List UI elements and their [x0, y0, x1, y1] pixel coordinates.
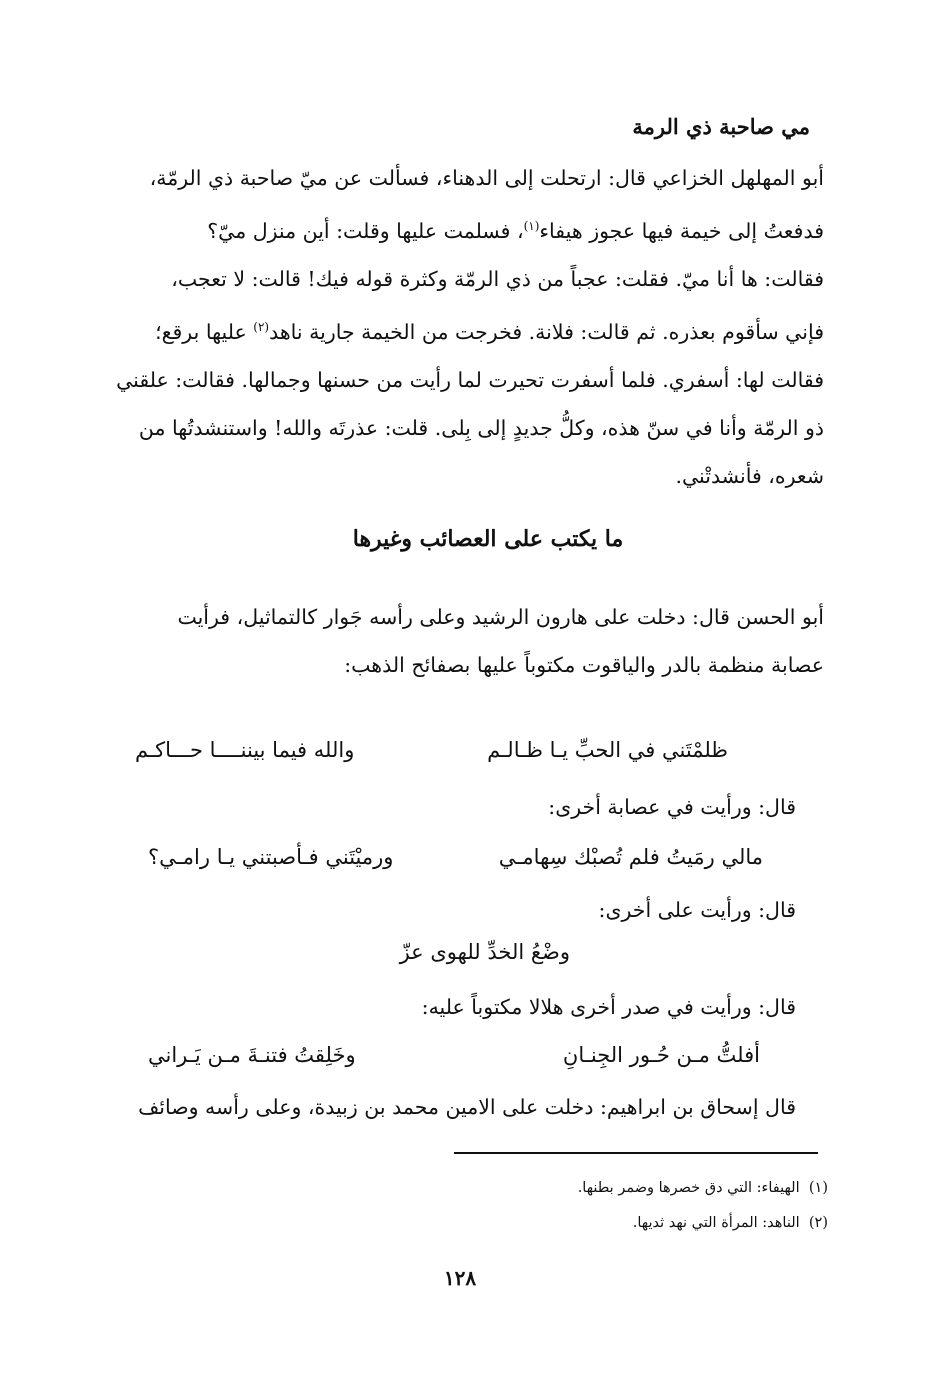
text-line: ذو الرمّة وأنا في سنّ هذه، وكلُّ جديدٍ إلى بِلى. قلت: عذرتَه والله! واستنشدتُها من — [138, 415, 824, 440]
verse-1-first-hemistich: ظلمْتَني في الحبِّ يـا ظـالـم — [487, 738, 728, 762]
section-title: ما يكتب على العصائب وغيرها — [352, 526, 624, 552]
text-line: عصابة منظمة بالدر والياقوت مكتوباً عليها بصفائح الذهب: — [344, 653, 824, 677]
footnote — [578, 1180, 828, 1196]
verse-2-first-hemistich: مالي رمَيتُ فلم تُصبْك سِهامـي — [498, 845, 763, 869]
text-line: فقالت لها: أسفري. فلما أسفرت تحيرت لما رأيت من حسنها وجمالها. فقالت: علقني — [116, 367, 824, 392]
verse-1-second-hemistich: والله فيما بيننــــا حـــاكـم — [135, 738, 355, 762]
verse-3: وضْعُ الخدِّ للهوى عزّ — [399, 940, 570, 964]
verse-2-second-hemistich: ورميْتَني فـأصبتني يـا رامـي؟ — [148, 845, 394, 869]
verse-4-first-hemistich: أفلتُّ مـن حُـور الجِنـانِ — [562, 1043, 760, 1067]
running-head: مي صاحبة ذي الرمة — [632, 114, 810, 139]
footnote-number: (١) — [808, 1180, 828, 1196]
footnote-divider — [454, 1152, 818, 1154]
footnote-number: (٢) — [808, 1215, 828, 1231]
text-line: فقالت: ها أنا ميّ. فقلت: عجباً من ذي الرمّة وكثرة قوله فيك! قالت: لا تعجب، — [171, 266, 824, 291]
narration-label: قال: ورأيت على أخرى: — [598, 898, 796, 922]
footnote-marker: (١) — [523, 219, 540, 233]
footnote-text: الناهد: المرأة التي نهد ثديها. — [632, 1215, 800, 1231]
narration-label: قال: ورأيت في صدر أخرى هلالا مكتوباً عليه: — [421, 995, 796, 1019]
text-line: فإني سأقوم بعذره. ثم قالت: فلانة. فخرجت من الخيمة جارية ناهد$^{(٢)}$ عليها برقع؛ — [155, 319, 824, 344]
text-line: فدفعتُ إلى خيمة فيها عجوز هيفاء$^{(١)}$، فسلمت عليها وقلت: أين منزل ميّ؟ — [207, 218, 824, 243]
paragraph-harun — [109, 593, 824, 689]
narration-label: قال: ورأيت في عصابة أخرى: — [548, 795, 796, 819]
footnote — [633, 1215, 828, 1231]
paragraph-mayy — [109, 154, 824, 500]
footnote-marker: (٢) — [253, 319, 270, 334]
text-line: أبو المهلهل الخزاعي قال: ارتحلت إلى الدهناء، فسألت عن ميّ صاحبة ذي الرمّة، — [149, 166, 824, 190]
footnote-text: الهيفاء: التي دق خصرها وضمر بطنها. — [577, 1180, 800, 1196]
page-number: ١٢٨ — [443, 1266, 477, 1290]
verse-4-second-hemistich: وخَلِقتُ فتنـةَ مـن يَـراني — [148, 1043, 356, 1067]
text-line: قال إسحاق بن ابراهيم: دخلت على الامين محمد بن زبيدة، وعلى رأسه وصائف — [138, 1095, 796, 1119]
text-line: أبو الحسن قال: دخلت على هارون الرشيد وعلى رأسه جَوار كالتماثيل، فرأيت — [177, 605, 824, 629]
text-line: شعره، فأنشدتْني. — [675, 463, 824, 488]
